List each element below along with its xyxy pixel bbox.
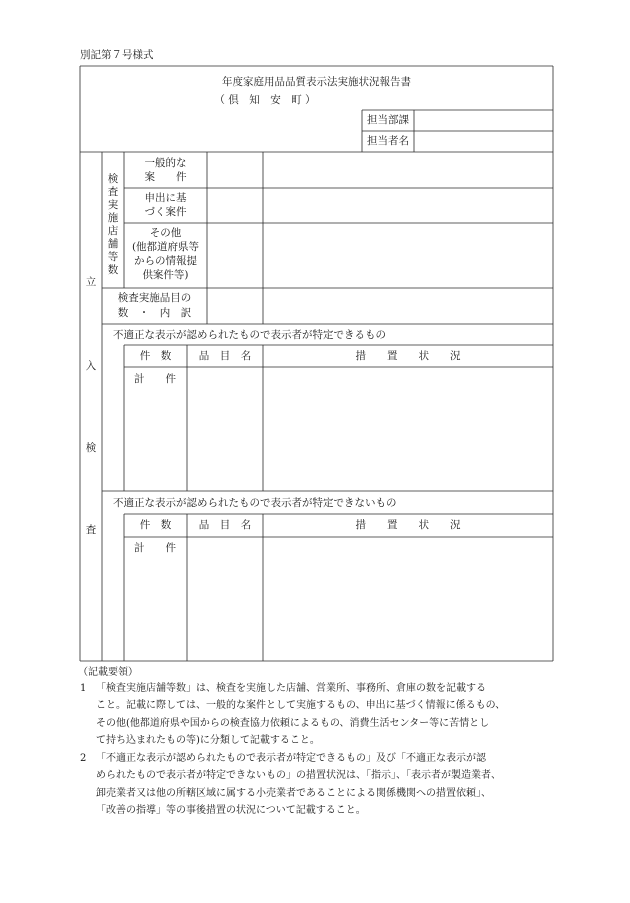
form-id: 別記第７号様式 xyxy=(80,49,154,61)
case-type-request-line: 申出に基 xyxy=(144,192,187,204)
notes-heading: （記載要領） xyxy=(78,667,138,678)
col-measure-header: 措 置 状 況 xyxy=(355,350,461,362)
note-line: その他(他都道府県や国からの検査協力依頼によるもの、消費生活センター等に苦情とし xyxy=(96,717,490,729)
store-count-label-char: 実 xyxy=(107,199,119,211)
total-label: 計 件 xyxy=(134,542,176,554)
report-title: 年度家庭用品品質表示法実施状況報告書 xyxy=(222,76,411,88)
items-label-line: 検査実施品目の xyxy=(117,292,192,304)
case-type-general-line: 案 件 xyxy=(144,171,187,183)
store-count-label-char: 査 xyxy=(107,186,119,198)
col-count-header: 件 数 xyxy=(139,519,172,531)
store-count-label-char: 店 xyxy=(107,225,119,237)
store-count-label-char: 舗 xyxy=(107,238,119,250)
note-line: 「検査実施店舗等数」は、検査を実施した店舗、営業所、事務所、倉庫の数を記載する xyxy=(96,683,486,694)
office-name: （ 倶 知 安 町 ） xyxy=(214,94,316,106)
case-type-other-line: (他都道府県等 xyxy=(131,241,200,253)
note-item xyxy=(80,750,555,819)
side-label-char: 査 xyxy=(85,524,97,536)
note-line: められたもので表示者が特定できないもの」の措置状況は、「指示」、「表示者が製造業者、 xyxy=(96,770,501,782)
person-label: 担当者名 xyxy=(367,135,409,147)
side-label-char: 検 xyxy=(85,442,97,454)
note-number: 2 xyxy=(80,753,87,764)
note-line: 「改善の指導」等の事後措置の状況について記載すること。 xyxy=(96,804,366,816)
case-type-general-line: 一般的な xyxy=(144,157,187,169)
section-identified-title: 不適正な表示が認められたもので表示者が特定できるもの xyxy=(113,329,386,341)
store-count-label-char: 数 xyxy=(107,264,119,276)
side-label-char: 立 xyxy=(85,276,97,288)
section-unidentified-title: 不適正な表示が認められたもので表示者が特定できないもの xyxy=(113,497,397,509)
note-line: 卸売業者又は他の所轄区域に属する小売業者であることによる関係機関への措置依頼」、 xyxy=(96,787,491,799)
case-type-other-line: 供案件等) xyxy=(142,269,189,281)
items-label-line: 数 ・ 内 訳 xyxy=(117,307,192,319)
store-count-label-char: 施 xyxy=(107,212,119,224)
side-label-char: 入 xyxy=(85,360,97,372)
case-type-other-line: からの情報提 xyxy=(134,255,197,267)
col-item-header: 品 目 名 xyxy=(198,519,252,531)
case-type-request-line: づく案件 xyxy=(144,206,187,218)
note-line: こと。記載に際しては、一般的な案件として実施するもの、申出に基づく情報に係るもの、 xyxy=(96,700,506,712)
dept-label: 担当部課 xyxy=(367,114,409,126)
note-number: 1 xyxy=(80,683,87,694)
case-type-other-line: その他 xyxy=(149,227,182,239)
col-count-header: 件 数 xyxy=(139,350,172,362)
note-line: て持ち込まれたもの等)に分類して記載すること。 xyxy=(96,734,320,746)
note-item xyxy=(80,680,555,749)
col-item-header: 品 目 名 xyxy=(198,350,252,362)
note-line: 「不適正な表示が認められたもので表示者が特定できるもの」及び「不適正な表示が認 xyxy=(96,753,486,764)
store-count-label-char: 検 xyxy=(107,173,119,185)
total-label: 計 件 xyxy=(134,373,176,385)
store-count-label-char: 等 xyxy=(107,251,119,263)
col-measure-header: 措 置 状 況 xyxy=(355,519,461,531)
